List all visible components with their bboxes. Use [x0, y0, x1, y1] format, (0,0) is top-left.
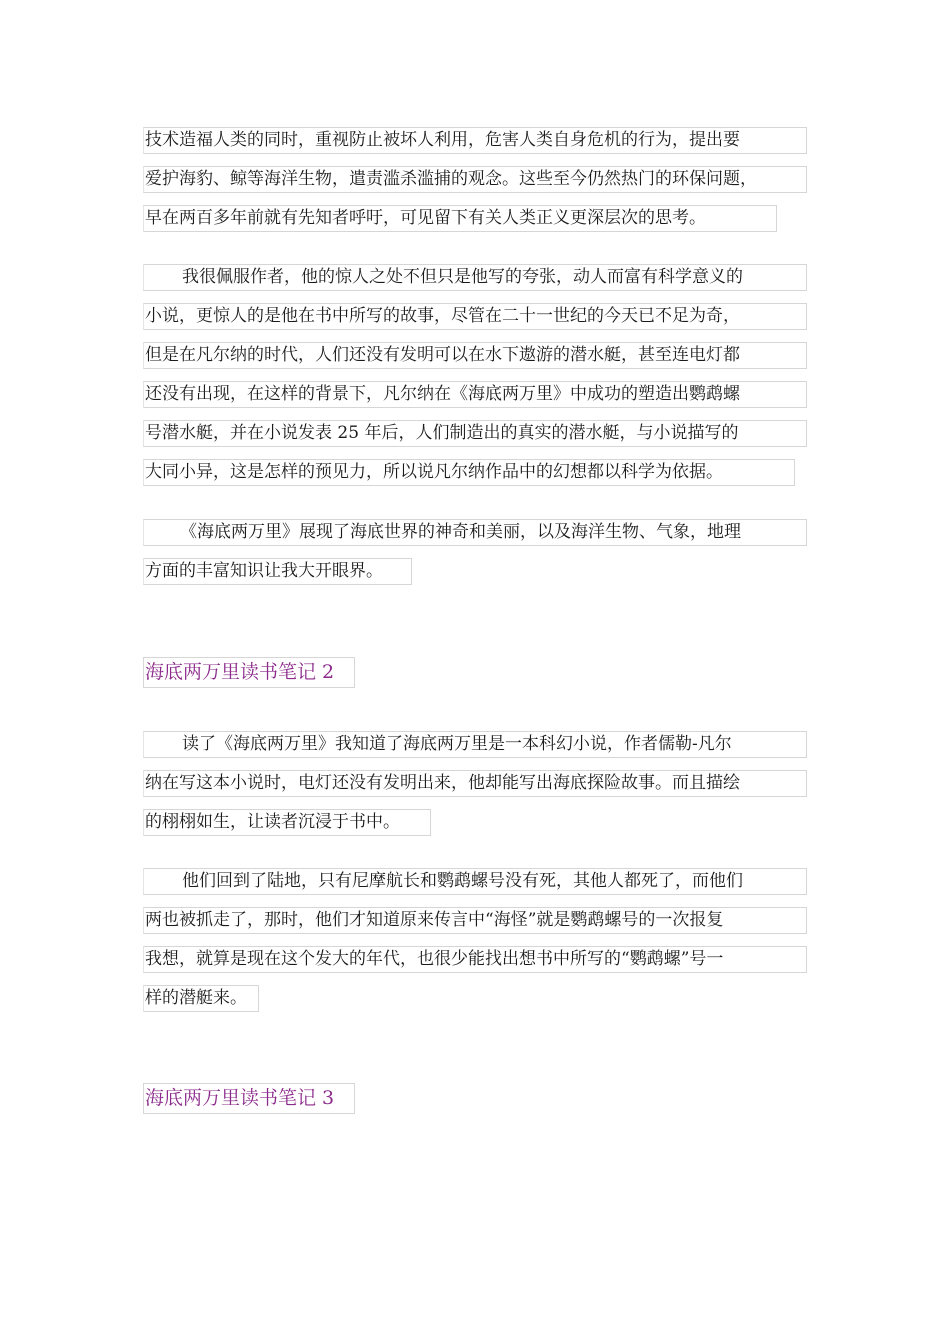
text-line: 但是在凡尔纳的时代，人们还没有发明可以在水下遨游的潜水艇，甚至连电灯都: [143, 342, 807, 369]
text-line: 读了《海底两万里》我知道了海底两万里是一本科幻小说，作者儒勒-凡尔: [143, 731, 807, 758]
text-line: 我想，就算是现在这个发大的年代，也很少能找出想书中所写的“鹦鹉螺”号一: [143, 946, 807, 973]
paragraph-5: [143, 868, 807, 1024]
text-line: 爱护海豹、鲸等海洋生物，遣责滥杀滥捕的观念。这些至今仍然热门的环保问题，: [143, 166, 807, 193]
text-line: 样的潜艇来。: [143, 985, 259, 1012]
text-line: 技术造福人类的同时，重视防止被坏人利用，危害人类自身危机的行为，提出要: [143, 127, 807, 154]
text-line: 我很佩服作者，他的惊人之处不但只是他写的夸张，动人而富有科学意义的: [143, 264, 807, 291]
text-line: 他们回到了陆地，只有尼摩航长和鹦鹉螺号没有死，其他人都死了，而他们: [143, 868, 807, 895]
paragraph-1: [143, 127, 807, 244]
section-heading-2: 海底两万里读书笔记 2: [143, 657, 355, 688]
paragraph-2: [143, 264, 807, 498]
text-line: 方面的丰富知识让我大开眼界。: [143, 558, 412, 585]
text-line: 早在两百多年前就有先知者呼吁，可见留下有关人类正义更深层次的思考。: [143, 205, 777, 232]
text-line: 大同小异，这是怎样的预见力，所以说凡尔纳作品中的幻想都以科学为依据。: [143, 459, 795, 486]
text-line: 两也被抓走了，那时，他们才知道原来传言中“海怪”就是鹦鹉螺号的一次报复: [143, 907, 807, 934]
text-line: 还没有出现，在这样的背景下，凡尔纳在《海底两万里》中成功的塑造出鹦鹉螺: [143, 381, 807, 408]
text-line: 纳在写这本小说时，电灯还没有发明出来，他却能写出海底探险故事。而且描绘: [143, 770, 807, 797]
paragraph-4: [143, 731, 807, 848]
text-line: 号潜水艇，并在小说发表 25 年后，人们制造出的真实的潜水艇，与小说描写的: [143, 420, 807, 447]
text-line: 的栩栩如生，让读者沉浸于书中。: [143, 809, 431, 836]
section-heading-3: 海底两万里读书笔记 3: [143, 1083, 355, 1114]
text-line: 小说，更惊人的是他在书中所写的故事，尽管在二十一世纪的今天已不足为奇，: [143, 303, 807, 330]
text-line: 《海底两万里》展现了海底世界的神奇和美丽，以及海洋生物、气象，地理: [143, 519, 807, 546]
paragraph-3: [143, 519, 807, 597]
